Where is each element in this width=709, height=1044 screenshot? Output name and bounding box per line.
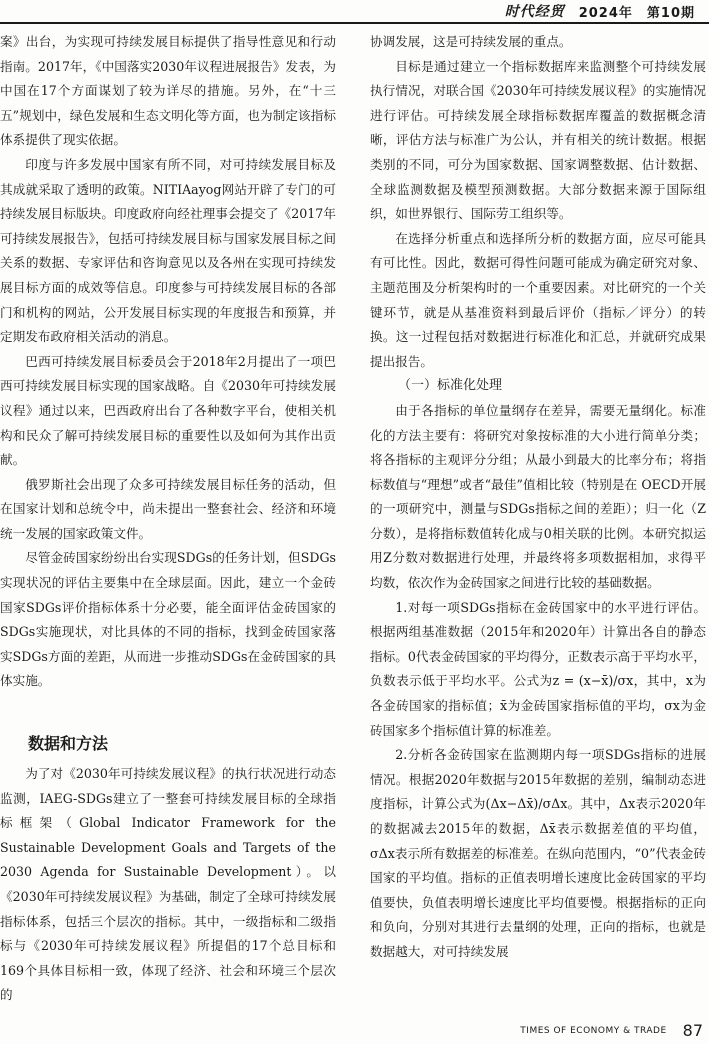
paragraph: 印度与许多发展中国家有所不同，对可持续发展目标及其成就采取了透明的政策。NITIAayog网站开辟了专门的可持续发展目标版块。印度政府向经社理事会提交了《2017年可持续发展报告》，包括可持续发展目标与国家发展目标之间关系的数据、专家评估和咨询意见以及各州在实现可持续发展目标方面的成效等信息。印度参与可持续发展目标的各部门和机构的网站，公开发展目标实现的年度报告和预算，并定期发布政府相关活动的消息。 bbox=[0, 156, 336, 345]
right-column bbox=[370, 30, 706, 965]
issue-number: 第10期 bbox=[646, 5, 695, 21]
paragraph: 由于各指标的单位量纲存在差异，需要无量纲化。标准化的方法主要有：将研究对象按标准的大小进行简单分类；将各指标的主观评分分组；从最小到最大的比率分布；将指标数值与“理想”或者“最佳”值相比较（特别是在 OECD开展的一项研究中，测量与SDGs指标之间的差距）；归一化（Z分数），是将指标数值转化成与0相关联的比例。本研究拟运用Z分数对数据进行处理，并最终将多项数据相加，求得平均数，依次作为金砖国家之间进行比较的基础数据。 bbox=[370, 402, 706, 591]
page-footer bbox=[520, 1021, 703, 1040]
magazine-title: 时代经贸 bbox=[504, 4, 565, 20]
page-header bbox=[0, 0, 709, 24]
paragraph: 为了对《2030年可持续发展议程》的执行状况进行动态监测，IAEG-SDGs建立了一整套可持续发展目标的全球指标框架（Global Indicator Framework for the Sustainable Development Goals and Targets of the 2030 Agenda for Sustainable Development）。以《2030年可持续发展议程》为基础，制定了全球可持续发展指标体系，包括三个层次的指标。其中，一级指标和二级指标与《2030年可持续发展议程》所提倡的17个总目标和169个具体目标相一致，体现了经济、社会和环境三个层次的 bbox=[0, 766, 336, 1003]
paragraph: 尽管金砖国家纷纷出台实现SDGs的任务计划，但SDGs实现状况的评估主要集中在全球层面。因此，建立一个金砖国家SDGs评价指标体系十分必要，能全面评估金砖国家的SDGs实施现状，对比具体的不同的指标，找到金砖国家落实SDGs方面的差距，从而进一步推动SDGs在金砖国家的具体实施。 bbox=[0, 550, 336, 689]
paragraph: 俄罗斯社会出现了众多可持续发展目标任务的活动，但在国家计划和总统令中，尚未提出一整套社会、经济和环境统一发展的国家政策文件。 bbox=[0, 476, 336, 541]
paragraph: 在选择分析重点和选择所分析的数据方面，应尽可能具有可比性。因此，数据可得性问题可能成为确定研究对象、主题范围及分析架构时的一个重要因素。对比研究的一个关键环节，就是从基准资料到最后评价（指标／评分）的转换。这一过程包括对数据进行标准化和汇总，并就研究成果提出报告。 bbox=[370, 230, 706, 369]
paragraph: 目标是通过建立一个指标数据库来监测整个可持续发展执行情况，对联合国《2030年可持续发展议程》的实施情况进行评估。可持续发展全球指标数据库覆盖的数据概念清晰，评估方法与标准广为公认，并有相关的统计数据。根据类别的不同，可分为国家数据、国家调整数据、估计数据、全球监测数据及模型预测数据。大部分数据来源于国际组织，如世界银行、国际劳工组织等。 bbox=[370, 58, 706, 222]
page-number: 87 bbox=[682, 1021, 703, 1040]
journal-name: TIMES OF ECONOMY & TRADE bbox=[520, 1025, 667, 1036]
subsection-title: （一）标准化处理 bbox=[398, 378, 503, 394]
paragraph: 案》出台，为实现可持续发展目标提供了指导性意见和行动指南。2017年，《中国落实2030年议程进展报告》发表，为中国在17个方面谋划了较为详尽的措施。另外，在“十三五”规划中，绿色发展和生态文明化等方面，也为制定该指标体系提供了现实依据。 bbox=[0, 34, 336, 148]
paragraph: 2.分析各金砖国家在监测期内每一项SDGs指标的进展情况。根据2020年数据与2015年数据的差别，编制动态进度指标，计算公式为(Δx−Δx̄)/σΔx。其中，Δx表示2020年的数据减去2015年的数据，Δx̄表示数据差值的平均值，σΔx表示所有数据差的标准差。在纵向范围内，“0”代表金砖国家的平均值。指标的正值表明增长速度比金砖国家的平均值要快，负值表明增长速度比平均值要慢。根据指标的正向和负向，分别对其进行去量纲的处理，正向的指标，也就是数据越大，对可持续发展 bbox=[370, 747, 706, 959]
left-column bbox=[0, 30, 336, 1008]
section-title: 数据和方法 bbox=[28, 734, 109, 754]
paragraph: 巴西可持续发展目标委员会于2018年2月提出了一项巴西可持续发展目标实现的国家战略。自《2030年可持续发展议程》通过以来，巴西政府出台了各种数字平台，使相关机构和民众了解可持续发展目标的重要性以及如何为其作出贡献。 bbox=[0, 353, 336, 468]
paragraph: 协调发展，这是可持续发展的重点。 bbox=[370, 34, 572, 49]
issue-year: 2024年 bbox=[578, 5, 633, 21]
paragraph: 1.对每一项SDGs指标在金砖国家中的水平进行评估。根据两组基准数据（2015年和2020年）计算出各自的静态指标。0代表金砖国家的平均得分，正数表示高于平均水平，负数表示低于平均水平。公式为z = (x−x̄)/σx，其中，x为各金砖国家的指标值；x̄为金砖国家指标值的平均，σx为金砖国家多个指标值计算的标准差。 bbox=[370, 599, 706, 738]
